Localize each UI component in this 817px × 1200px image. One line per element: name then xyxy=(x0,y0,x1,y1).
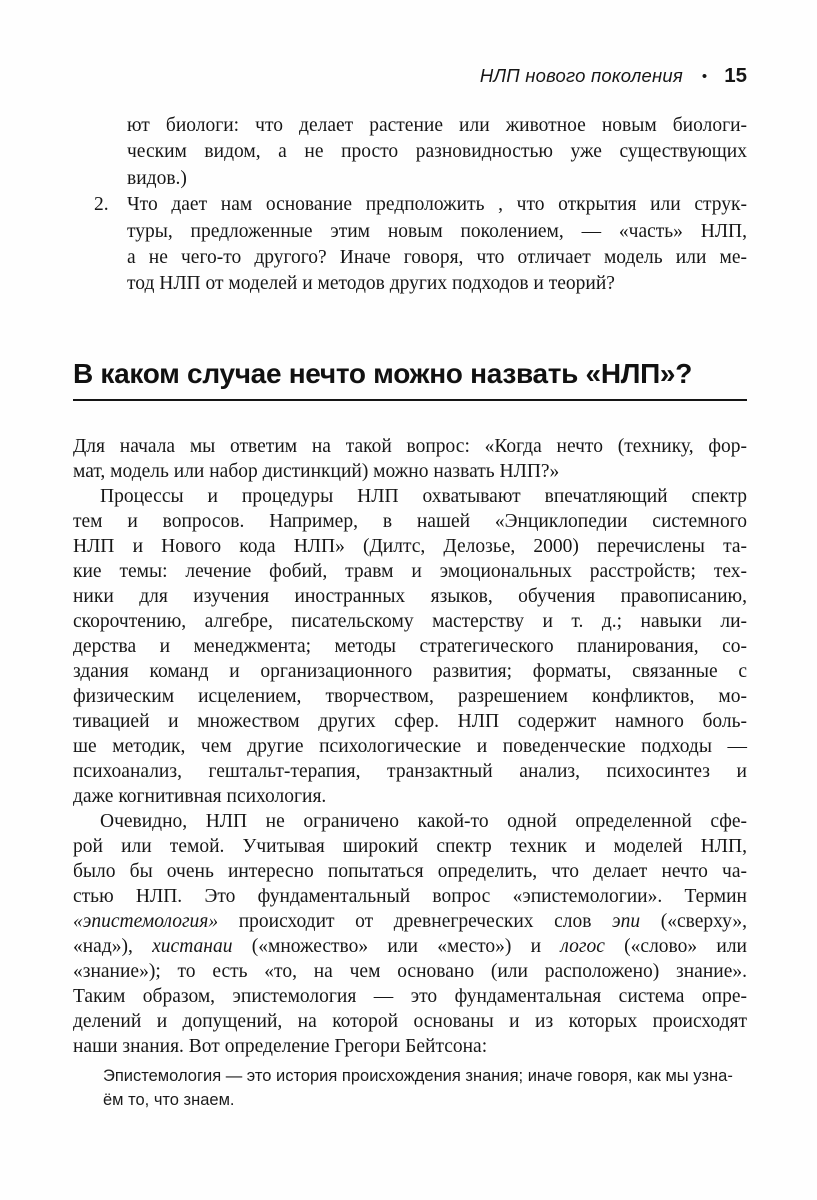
list-item-2 xyxy=(73,192,747,298)
text-line: скорочтению, алгебре, писательскому мастерству и т. д.; навыки ли- xyxy=(73,610,747,632)
list-item-2-number: 2. xyxy=(94,194,109,216)
text-line: а не чего-то другого? Иначе говоря, что отличает модель или ме- xyxy=(127,247,747,269)
text-line: здания команд и организационного развития; форматы, связанные с xyxy=(73,660,747,682)
numbered-list xyxy=(73,113,747,298)
paragraph-intro xyxy=(73,434,747,484)
bateson-quote xyxy=(103,1064,747,1112)
paragraph-nlp-scope xyxy=(73,484,747,809)
list-item-2-text xyxy=(127,192,747,298)
section-heading: В каком случае нечто можно назвать «НЛП»? xyxy=(73,357,747,401)
text-line: Таким образом, эпистемология — это фундаментальная система опре- xyxy=(73,985,747,1007)
text-line: «знание»); то есть «то, на чем основано (или расположено) знание». xyxy=(73,960,747,982)
text-line: Что дает нам основание предположить , что открытия или струк- xyxy=(127,194,747,216)
text-line: даже когнитивная психология. xyxy=(73,785,327,807)
text-line: тод НЛП от моделей и методов других подходов и теорий? xyxy=(127,273,615,295)
text-line: «над»), хистанаи («множество» или «место») и логос («слово» или xyxy=(73,935,747,957)
text-line: дерства и менеджмента; методы стратегического планирования, со- xyxy=(73,635,747,657)
running-title: НЛП нового поколения xyxy=(479,65,683,86)
text-line: физическим исцелением, творчеством, разрешением конфликтов, мо- xyxy=(73,685,747,707)
text-line: ём то, что знаем. xyxy=(103,1090,235,1109)
running-header xyxy=(73,64,747,88)
text-line: мат, модель или набор дистинкций) можно назвать НЛП?» xyxy=(73,460,560,482)
text-line: было бы очень интересно попытаться определить, что делает нечто ча- xyxy=(73,860,747,882)
text-line: тивацией и множеством других сфер. НЛП содержит намного боль- xyxy=(73,710,747,732)
text-line: ческим видом, а не просто разновидностью уже существующих xyxy=(127,141,747,163)
text-line: тем и вопросов. Например, в нашей «Энциклопедии системного xyxy=(73,510,747,532)
text-line: Очевидно, НЛП не ограничено какой-то одной определенной сфе- xyxy=(100,810,747,832)
text-line: Эпистемология — это история происхождения знания; иначе говоря, как мы узна- xyxy=(103,1066,733,1085)
text-line: Процессы и процедуры НЛП охватывают впечатляющий спектр xyxy=(100,485,747,507)
text-line: психоанализ, гештальт-терапия, транзактный анализ, психосинтез и xyxy=(73,760,747,782)
text-line: делений и допущений, на которой основаны и из которых происходят xyxy=(73,1010,747,1032)
text-line: ют биологи: что делает растение или животное новым биологи- xyxy=(127,115,747,136)
text-line: наши знания. Вот определение Грегори Бейтсона: xyxy=(73,1035,488,1057)
text-line: «эпистемология» происходит от древнегреческих слов эпи («сверху», xyxy=(73,910,747,932)
text-line: Для начала мы ответим на такой вопрос: «Когда нечто (технику, фор- xyxy=(73,435,747,457)
paragraph-epistemology xyxy=(73,809,747,1059)
text-line: стью НЛП. Это фундаментальный вопрос «эпистемологии». Термин xyxy=(73,885,747,907)
text-line: видов.) xyxy=(127,167,187,189)
list-item-1-continuation xyxy=(73,113,747,192)
text-line: туры, предложенные этим новым поколением, — «часть» НЛП, xyxy=(127,220,747,242)
text-line: НЛП и Нового кода НЛП» (Дилтс, Делозье, 2000) перечислены та- xyxy=(73,535,747,557)
text-line: ники для изучения иностранных языков, обучения правописанию, xyxy=(73,585,747,607)
text-line: ше методик, чем другие психологические и поведенческие подходы — xyxy=(73,735,747,757)
text-line: рой или темой. Учитывая широкий спектр техник и моделей НЛП, xyxy=(73,835,747,857)
header-separator-dot: • xyxy=(701,68,708,85)
page-number: 15 xyxy=(724,64,747,87)
text-line: кие темы: лечение фобий, травм и эмоциональных расстройств; тех- xyxy=(73,560,747,582)
body-text xyxy=(73,434,747,1059)
